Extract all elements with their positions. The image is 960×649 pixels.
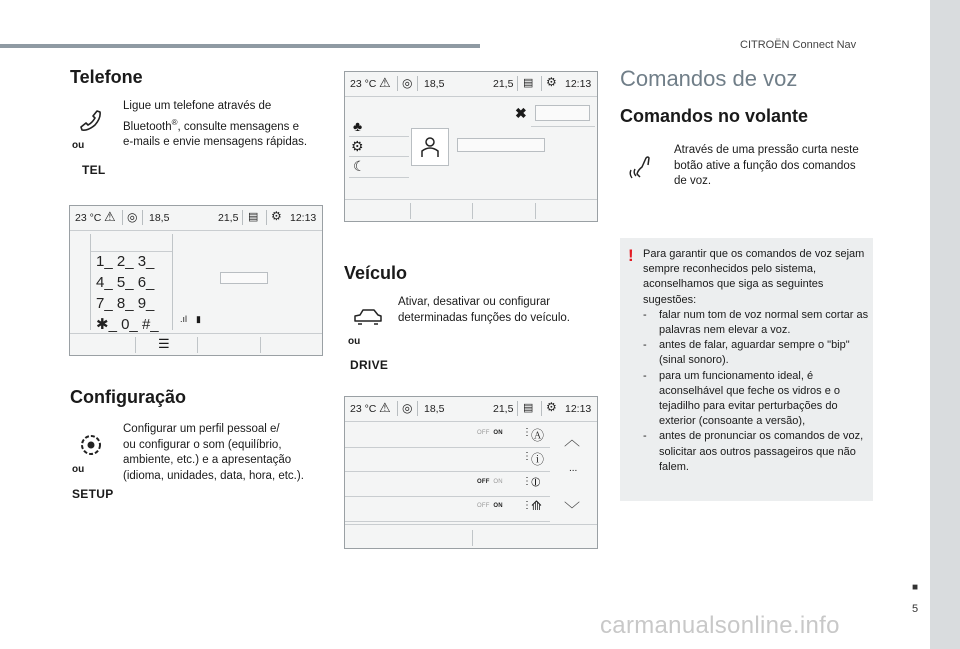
list-item: - para um funcionamento ideal, é aconselhável que feche os vidros e o tejadilho para evitar perturbações do exterior (consoante a versão), [643, 369, 841, 428]
page-number: 5 [912, 603, 919, 615]
warning-icon: ⚠ [104, 209, 116, 224]
voice-command-icon [626, 152, 658, 184]
close-icon[interactable]: ✖ [515, 105, 527, 121]
list-item: - antes de falar, aguardar sempre o "bip" (sinal sonoro). [643, 339, 850, 367]
more-options-icon[interactable]: ⋮ [522, 476, 532, 487]
note-intro: Para garantir que os comandos de voz sejam sempre reconhecidos pelo sistema, aconselhamos que siga as seguintes sugestões: [643, 248, 865, 306]
battery-icon: ▮ [196, 314, 201, 324]
navigation-target-icon: ◎ [402, 401, 413, 415]
keypad-row: 7_ 8_ 9_ [96, 295, 155, 312]
veiculo-title: Veículo [344, 263, 408, 283]
temperature: 23 °C [75, 212, 102, 224]
setup-gear-icon [76, 430, 106, 460]
more-options-icon[interactable]: ⋮ [522, 451, 532, 462]
comandos-subtitle: Comandos no volante [620, 106, 809, 126]
clock: 12:13 [290, 212, 317, 224]
chevron-up-icon[interactable]: ︿ [564, 432, 581, 449]
keypad-row: 4_ 5_ 6_ [96, 274, 155, 291]
status-bar [70, 206, 322, 230]
temperature: 23 °C [350, 403, 377, 415]
lane-assist-icon: ⟰ [531, 498, 542, 513]
profile-name-field[interactable] [535, 105, 590, 121]
right-zone-value: 21,5 [218, 212, 239, 224]
phone-icon [78, 108, 104, 134]
media-icon: ▤ [248, 211, 259, 223]
signal-strength-icon: .ıl [180, 314, 188, 324]
drive-key-label: DRIVE [350, 358, 389, 372]
parking-brake-icon: ⦶ [531, 474, 541, 489]
telefone-title: Telefone [70, 67, 143, 87]
more-options-icon[interactable]: ⋮ [522, 427, 532, 438]
telefone-or: ou [72, 140, 85, 151]
more-options-icon[interactable]: ⋮ [522, 500, 532, 511]
left-zone-value: 18,5 [424, 403, 445, 415]
telephone-screen [69, 205, 323, 356]
chevron-down-icon[interactable]: ﹀ [564, 502, 581, 519]
car-icon [352, 305, 384, 327]
call-field[interactable] [220, 272, 268, 284]
top-rule [0, 44, 480, 48]
comandos-title: Comandos de voz [620, 66, 798, 91]
toggle-switch[interactable]: OFF ON [477, 479, 503, 485]
tips-note-text [643, 247, 871, 475]
ellipsis-label: ... [569, 463, 578, 474]
clock: 12:13 [565, 403, 592, 415]
tel-key-label: TEL [82, 163, 106, 177]
end-mark: ■ [912, 582, 919, 593]
comandos-text: Através de uma pressão curta neste botão ative a função dos comandos de voz. [674, 144, 859, 187]
settings-screen [344, 71, 598, 222]
vehicle-screen [344, 396, 598, 549]
configuracao-or: ou [72, 464, 85, 475]
settings-gear-icon: ⚙ [546, 400, 557, 414]
setup-key-label: SETUP [72, 487, 114, 501]
keypad-row: ✱_ 0_ #_ [96, 316, 159, 333]
toggle-switch[interactable]: OFF ON [477, 430, 503, 436]
night-mode-icon[interactable]: ☾ [353, 158, 366, 174]
keypad-row: 1_ 2_ 3_ [96, 253, 155, 270]
configuracao-title: Configuração [70, 387, 187, 407]
navigation-target-icon: ◎ [402, 76, 413, 90]
dial-keypad[interactable] [96, 251, 159, 335]
temperature: 23 °C [350, 78, 377, 90]
status-bar [345, 397, 597, 421]
watermark: carmanualsonline.info [600, 612, 840, 639]
status-bar [345, 72, 597, 96]
left-zone-value: 18,5 [424, 78, 445, 90]
warning-exclamation-icon: ! [628, 246, 634, 265]
telefone-text: Ligue um telefone através de Bluetooth®, consulte mensagens e e-mails e envie mensagens rápidas. [123, 100, 308, 148]
info-icon: ⓘ [531, 452, 545, 467]
list-item: - falar num tom de voz normal sem cortar as palavras nem elevar a voz. [643, 308, 869, 337]
profile-option-field[interactable] [457, 138, 545, 152]
profile-tile[interactable] [411, 128, 449, 166]
warning-icon: ⚠ [379, 400, 391, 415]
user-profile-icon [412, 129, 448, 165]
page-header: CITROËN Connect Nav [740, 39, 857, 51]
left-zone-value: 18,5 [149, 212, 170, 224]
system-settings-icon[interactable]: ⚙ [351, 138, 364, 154]
veiculo-text: Ativar, desativar ou configurar determinadas funções do veículo. [398, 296, 570, 324]
navigation-target-icon: ◎ [127, 210, 138, 224]
configuracao-text: Configurar um perfil pessoal e/ ou configurar o som (equilíbrio, ambiente, etc.) e a apresentação (idioma, unidades, data, hora, etc.). [123, 423, 304, 482]
clock: 12:13 [565, 78, 592, 90]
auto-function-icon: Ⓐ [531, 428, 545, 443]
veiculo-or: ou [348, 336, 361, 347]
right-zone-value: 21,5 [493, 403, 514, 415]
right-zone-value: 21,5 [493, 78, 514, 90]
media-icon: ▤ [523, 77, 534, 89]
warning-icon: ⚠ [379, 75, 391, 90]
side-tab [930, 0, 960, 649]
toggle-switch[interactable]: OFF ON [477, 503, 503, 509]
phone-menu-icon[interactable]: ☰ [158, 336, 170, 351]
audio-settings-icon[interactable]: ♣ [353, 118, 363, 134]
settings-gear-icon: ⚙ [546, 75, 557, 89]
list-item: - antes de pronunciar os comandos de voz, solicitar aos outros passageiros que não falem. [643, 430, 864, 473]
settings-gear-icon: ⚙ [271, 209, 282, 223]
media-icon: ▤ [523, 402, 534, 414]
